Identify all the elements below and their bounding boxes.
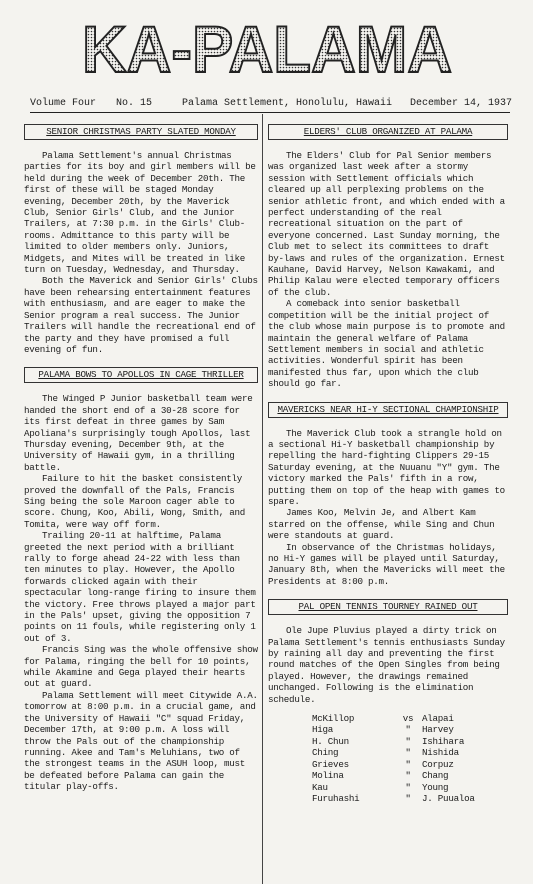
versus-mark: " (405, 747, 411, 759)
article-paragraph: In observance of the Christmas holidays, no Hi-Y games will be played until Saturday, January 8th, when the Mavericks will meet the Presidents at 8:00 p.m. (268, 541, 505, 587)
schedule-row (312, 782, 508, 793)
volume-label: Volume Four (30, 98, 97, 109)
headline-christmas-party: SENIOR CHRISTMAS PARTY SLATED MONDAY (24, 124, 258, 140)
issue-number: No. 15 (116, 98, 153, 109)
article-paragraph: A comeback into senior basketball competition will be the initial project of the club whose main purpose is to promote and maintain the general welfare of Palama Settlement members in social and athletic activities. Wonderful spirit has been manifested thus far, upon which the club should go far. (268, 298, 505, 390)
versus-mark: " (405, 724, 411, 736)
player-a: McKillop (312, 713, 355, 725)
publication-place: Palama Settlement, Honolulu, Hawaii (182, 98, 393, 109)
right-column (268, 124, 508, 804)
article-paragraph: Palama Settlement will meet Citywide A.A. tomorrow at 8:00 p.m. in a crucial game, and the University of Hawaii "C" squad Friday, December 17th, at 9:00 p.m. A loss will throw the Pals out of the championship running. Akee and Tam's Meluhians, two of the strongest teams in the ASUH loop, must be defeated before Palama can gain the titular play-offs. (24, 689, 258, 793)
schedule-row (312, 770, 508, 781)
headline-mavericks: MAVERICKS NEAR HI-Y SECTIONAL CHAMPIONSHIP (268, 402, 508, 418)
versus-mark: " (405, 781, 411, 793)
player-a: Grieves (312, 758, 349, 770)
player-a: Furuhashi (312, 792, 360, 804)
article-paragraph: Palama Settlement's annual Christmas parties for its boy and girl members will be held during the week of December 20th. The first of these will be staged Monday evening, December 20th, by the Maverick Club, Senior Girls' Club, and the Junior Trailers, at 7:30 p.m. in the Girls' Club-rooms. Admittance to this party will be limited to older members only. Juniors, Midgets, and Mites will be treated in like turn on Tuesday, Wednesday, and Thursday. (24, 150, 256, 276)
player-b: Alapai (422, 713, 454, 725)
player-b: Corpuz (422, 758, 454, 770)
issue-date: December 14, 1937 (410, 98, 513, 109)
article-paragraph: James Koo, Melvin Je, and Albert Kam starred on the offense, while Sing and Chun were standouts at guard. (268, 507, 495, 542)
article-paragraph: Trailing 20-11 at halftime, Palama greeted the next period with a brilliant rally to forge ahead 24-22 with less than ten minutes to play. However, the Apollo forwards clicked again with their spectacular long-range firing to insure them the victory. Free throws played a major part in the Pals' upset, giving the opposition 7 points on 11 fouls, while registering only 1 out of 3. (24, 530, 256, 644)
versus-mark: " (405, 792, 411, 804)
player-b: Chang (422, 770, 449, 782)
player-b: J. Puualoa (422, 792, 475, 804)
article-paragraph: Francis Sing was the whole offensive show for Palama, ringing the bell for 10 points, while Akamine and Gega played their hearts out at guard. (24, 644, 258, 690)
article-paragraph: The Elders' Club for Pal Senior members was organized last week after a stormy session with Settlement officials which cleared up all perplexing problems on the senior athletic front, and which ended with a perfect understanding of the real recreational situation on the part of everyone concerned. Last Sunday morning, the Club met to select its committees to draft by-laws and rules of the organization. Ernest Kauhane, David Harvey, Nelson Kawakami, and Philip Kalau were elected temporary officers of the club. (268, 150, 505, 298)
player-a: Ching (312, 747, 339, 759)
player-a: Kau (312, 781, 328, 793)
schedule-row (312, 793, 508, 804)
schedule-row (312, 724, 508, 735)
elimination-schedule (312, 713, 508, 804)
article-paragraph: Ole Jupe Pluvius played a dirty trick on Palama Settlement's tennis enthusiasts Sunday by raining all day and preventing the first round matches of the Open Singles from being played. However, the drawings remained unchanged. Following is the elimination schedule. (268, 625, 505, 705)
masthead-logo (0, 0, 533, 92)
schedule-row (312, 736, 508, 747)
schedule-row (312, 713, 508, 724)
left-column (24, 124, 258, 793)
player-b: Nishida (422, 747, 459, 759)
versus-mark: " (405, 770, 411, 782)
dateline (30, 96, 513, 113)
headline-cage-thriller: PALAMA BOWS TO APOLLOS IN CAGE THRILLER (24, 367, 258, 383)
player-b: Ishihara (422, 735, 465, 747)
article-paragraph: Both the Maverick and Senior Girls' Clubs have been rehearsing entertainment features with enthusiasm, and are eager to make the Senior program a real success. The Junior Trailers will handle the recreational end of the party and they have promised a full evening of fun. (24, 275, 258, 355)
headline-elders-club: ELDERS' CLUB ORGANIZED AT PALAMA (268, 124, 508, 140)
svg-text:KA-PALAMA: KA-PALAMA (82, 12, 452, 86)
schedule-row (312, 759, 508, 770)
versus-mark: " (405, 758, 411, 770)
versus-mark: vs (402, 713, 414, 725)
player-b: Young (422, 781, 449, 793)
column-divider (262, 114, 263, 884)
article-paragraph: Failure to hit the basket consistently proved the downfall of the Pals, Francis Sing being the sole Maroon cager able to score. Chung, Koo, Abili, Wong, Smith, and Tomita, were way off form. (24, 473, 246, 530)
player-b: Harvey (422, 724, 454, 736)
schedule-row (312, 747, 508, 758)
player-a: H. Chun (312, 735, 349, 747)
player-a: Molina (312, 770, 344, 782)
article-paragraph: The Maverick Club took a strangle hold on a sectional Hi-Y basketball championship by repelling the hard-fighting Clippers 29-15 Saturday evening, at the Nuuanu "Y" gym. The victory marked the Pals' fifth in a row, putting them on top of the heap with games to spare. (268, 427, 505, 507)
headline-tennis-tourney: PAL OPEN TENNIS TOURNEY RAINED OUT (268, 599, 508, 615)
article-paragraph: The Winged P Junior basketball team were handed the short end of a 30-28 score for its first defeat in three games by Sam Apoliana's surprisingly tough Apollos, last Thursday evening, December 9th, at the University of Hawaii gym, in a thrilling battle. (24, 393, 253, 473)
versus-mark: " (405, 735, 411, 747)
player-a: Higa (312, 724, 334, 736)
